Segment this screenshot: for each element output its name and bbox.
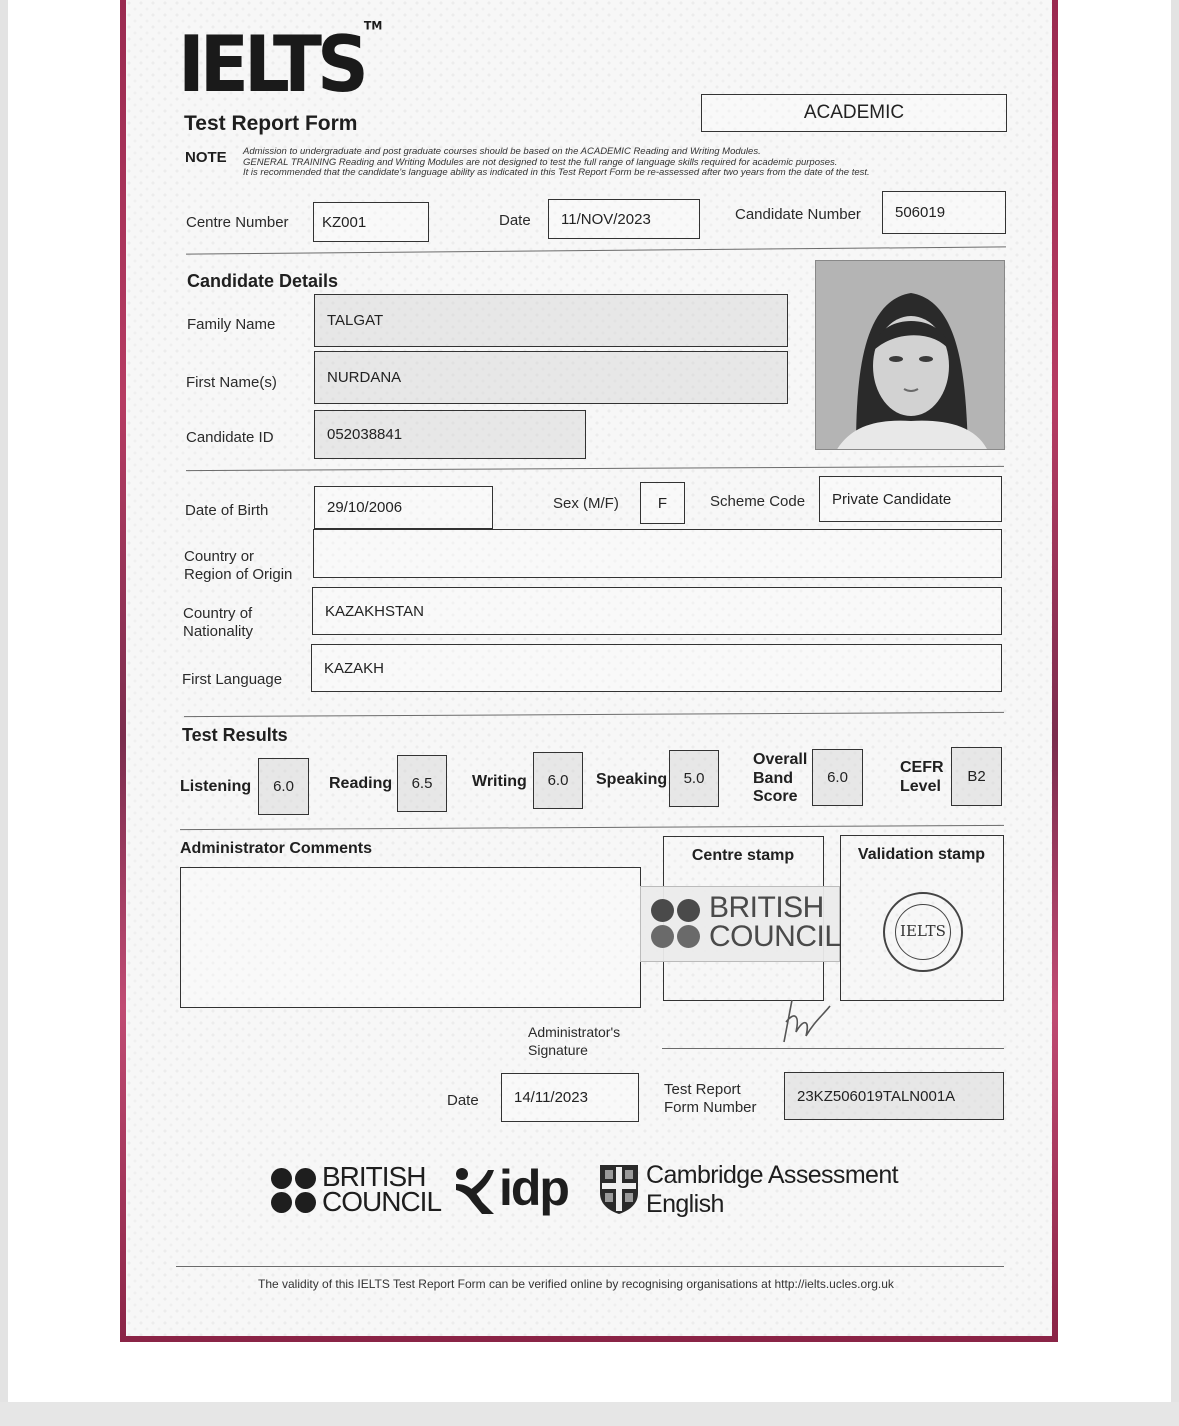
stamp-text: [709, 893, 841, 951]
overall-label-line-3: Score: [753, 788, 798, 805]
candidate-id-label: Candidate ID: [186, 429, 274, 446]
idp-logo-icon: [452, 1166, 498, 1216]
note-line-1: Admission to undergraduate and post graduate courses should be based on the ACADEMIC Reading and Writing Modules.: [243, 146, 761, 157]
test-date-field: 11/NOV/2023: [548, 199, 700, 239]
trf-label-line-2: Form Number: [664, 1099, 757, 1116]
family-name-field: TALGAT: [314, 294, 788, 347]
viewer-frame-left: [0, 0, 8, 1426]
british-council-dots-icon: [651, 899, 700, 948]
bc-line-2: COUNCIL: [322, 1186, 442, 1217]
issue-date-label: Date: [447, 1092, 479, 1109]
signature-label-line-2: Signature: [528, 1042, 588, 1058]
administrator-signature: [770, 992, 840, 1048]
dot: [677, 925, 700, 948]
dot: [271, 1168, 292, 1189]
cefr-label-line-2: Level: [900, 777, 941, 795]
footer-divider: [176, 1266, 1004, 1267]
first-language-label: First Language: [182, 671, 283, 688]
candidate-number-label: Candidate Number: [735, 206, 861, 223]
idp-logo: idp: [499, 1160, 568, 1216]
centre-number-field: KZ001: [313, 202, 429, 242]
speaking-score: 5.0: [669, 750, 719, 807]
nationality-label-line-1: Country of: [183, 605, 253, 622]
sex-label: Sex (M/F): [553, 495, 619, 512]
viewer-frame-bottom: [0, 1402, 1179, 1426]
cambridge-line-2: English: [646, 1190, 724, 1218]
speaking-label: Speaking: [596, 771, 668, 788]
trf-label-line-1: Test Report: [664, 1081, 741, 1098]
writing-label: Writing: [472, 773, 527, 790]
admin-comments-field: [180, 867, 641, 1008]
candidate-number-field: 506019: [882, 191, 1006, 234]
cambridge-shield-icon: [598, 1163, 640, 1215]
cambridge-assessment-logo: [646, 1161, 898, 1219]
centre-stamp-label: Centre stamp: [691, 847, 795, 864]
dot: [295, 1168, 316, 1189]
trf-number-label: [664, 1081, 757, 1117]
scheme-code-label: Scheme Code: [710, 493, 806, 510]
reading-label: Reading: [329, 775, 393, 792]
listening-score: 6.0: [258, 758, 309, 815]
british-council-logo-icon: [271, 1168, 316, 1213]
first-language-field: KAZAKH: [311, 644, 1002, 692]
british-council-stamp: [640, 886, 840, 962]
candidate-id-field: 052038841: [314, 410, 586, 459]
dot: [651, 899, 674, 922]
cefr-level-value: B2: [951, 747, 1002, 806]
overall-label-line-1: Overall: [753, 751, 808, 768]
reading-score: 6.5: [397, 755, 447, 812]
british-council-logo: [322, 1161, 442, 1217]
validity-note: The validity of this IELTS Test Report Form can be verified online by recognising organisations at http://ielts.ucles.org.uk: [258, 1277, 894, 1291]
dot: [271, 1192, 292, 1213]
viewer-frame-right: [1171, 0, 1179, 1426]
form-title: Test Report Form: [184, 112, 358, 135]
scheme-code-field: Private Candidate: [819, 476, 1002, 522]
dot: [651, 925, 674, 948]
date-label: Date: [499, 212, 531, 229]
origin-field: [313, 529, 1002, 578]
nationality-label: [183, 605, 253, 641]
nationality-field: KAZAKHSTAN: [312, 587, 1002, 635]
overall-band-score: 6.0: [812, 749, 863, 806]
overall-label-line-2: Band: [753, 769, 793, 787]
cefr-level-label: [900, 759, 944, 796]
stamp-line-2: COUNCIL: [709, 920, 841, 953]
bc-line-1: BRITISH: [322, 1161, 426, 1192]
first-names-field: NURDANA: [314, 351, 788, 404]
seal-text: IELTS: [900, 922, 946, 940]
signature-line: [662, 1048, 1004, 1049]
issue-date-field: 14/11/2023: [501, 1073, 639, 1122]
centre-number-label: Centre Number: [186, 214, 289, 231]
overall-band-label: [753, 751, 807, 807]
validation-stamp-box: [840, 835, 1004, 1001]
origin-label-line-1: Country or: [184, 548, 255, 565]
listening-label: Listening: [180, 778, 252, 795]
first-names-label: First Name(s): [186, 374, 277, 391]
trf-number-field: 23KZ506019TALN001A: [784, 1072, 1004, 1120]
validation-stamp-label: Validation stamp: [857, 846, 986, 863]
writing-score: 6.0: [533, 752, 583, 809]
stamp-line-1: BRITISH: [709, 891, 824, 924]
dob-field: 29/10/2006: [314, 486, 493, 529]
family-name-label: Family Name: [187, 316, 276, 333]
module-box: ACADEMIC: [701, 94, 1007, 132]
admin-comments-label: Administrator Comments: [180, 840, 373, 857]
candidate-photo: [815, 260, 1005, 450]
nationality-label-line-2: Nationality: [183, 623, 254, 640]
test-results-title: Test Results: [182, 725, 288, 745]
sex-field: F: [640, 482, 685, 524]
dot: [677, 899, 700, 922]
cambridge-line-1: Cambridge Assessment: [646, 1161, 899, 1189]
note-label: NOTE: [185, 149, 227, 166]
dot: [295, 1192, 316, 1213]
ielts-logo: IELTS™: [178, 18, 383, 110]
note-line-2: GENERAL TRAINING Reading and Writing Modules are not designed to test the full range of language skills required for academic purposes.: [243, 156, 838, 168]
candidate-portrait-image: [816, 261, 1005, 450]
cefr-label-line-1: CEFR: [900, 759, 944, 776]
origin-label: [184, 548, 292, 584]
signature-label-line-1: Administrator's: [528, 1024, 621, 1040]
dob-label: Date of Birth: [185, 502, 269, 519]
candidate-details-title: Candidate Details: [187, 271, 339, 291]
note-line-3: It is recommended that the candidate's language ability as indicated in this Test Report Form be re-assessed after two years from the date of the test.: [243, 167, 870, 178]
origin-label-line-2: Region of Origin: [184, 566, 293, 583]
signature-label: [528, 1023, 620, 1059]
note-text: [243, 147, 933, 179]
